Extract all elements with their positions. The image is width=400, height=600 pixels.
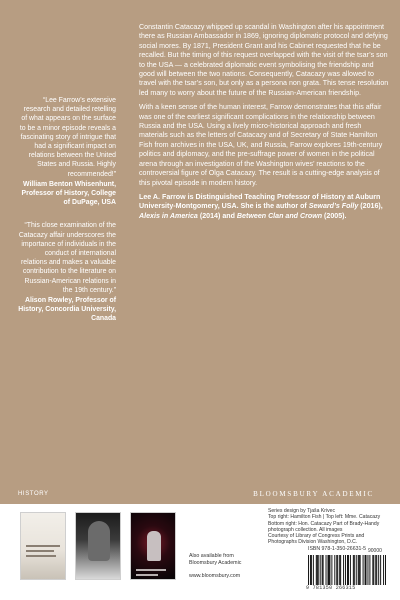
also-available: [189, 553, 269, 580]
barcode-bar: [329, 555, 330, 585]
barcode-bar: [322, 555, 323, 585]
also-available-line: Also available from: [189, 553, 234, 559]
barcode-bar: [365, 555, 366, 585]
publisher-website: www.bloomsbury.com: [189, 573, 241, 580]
barcode-bar: [326, 555, 327, 585]
isbn: ISBN 978-1-350-26631-5: [308, 546, 366, 552]
barcode-bar: [331, 555, 332, 585]
endorsement-text: “Lee Farrow’s extensive research and detailed retelling of what appears on the surface to be a minor episode reveals a fascinating story of intrigue that had a significant impact on relations between the United States and Russia. Highly recommended!”: [19, 97, 116, 178]
barcode-bar: [363, 555, 364, 585]
barcode-bar: [354, 555, 355, 585]
barcode-bar: [311, 555, 312, 585]
barcode-bar: [356, 555, 357, 585]
related-book-cover-3: [130, 512, 176, 580]
bio-intro: Lee A. Farrow is Distinguished Teaching Professor of History at Auburn University-Montgomery, USA. She is the author of: [139, 192, 381, 211]
endorsement-text: “This close examination of the Catacazy affair underscores the importance of individuals in the conduct of international relations and makes a valuable contribution to the literature on Russian-American relations in the 19th century.”: [18, 222, 116, 294]
barcode-bar: [336, 555, 337, 585]
barcode-bar: [310, 555, 311, 585]
cover-title-line: [26, 550, 54, 552]
barcode-bar: [367, 555, 368, 585]
barcode-bar: [343, 555, 344, 585]
barcode-bar: [375, 555, 376, 585]
barcode: [308, 555, 386, 585]
cover-title-line: [26, 555, 56, 557]
cover-figure-image: [147, 531, 161, 561]
cover-title-line: [136, 569, 166, 571]
barcode-bar: [313, 555, 314, 585]
barcode-bar: [366, 555, 367, 585]
barcode-bar: [317, 555, 318, 585]
endorsement-author: William Benton Whisenhunt, Professor of History, College of DuPage, USA: [21, 180, 116, 207]
endorsement-2: [18, 221, 116, 323]
bio-book-title: Alexis in America: [139, 211, 198, 220]
barcode-bar: [350, 555, 351, 585]
barcode-bar: [358, 555, 359, 585]
credit-line: Courtesy of Library of Congress Prints and Photographs Division Washington, D.C.: [268, 533, 365, 546]
barcode-bar: [348, 555, 349, 585]
barcode-bar: [318, 555, 319, 585]
image-credits: [268, 508, 394, 546]
credit-line: Series design by Tjaša Krivec: [268, 508, 336, 514]
barcode-bar: [383, 555, 384, 585]
publisher-name: BLOOMSBURY ACADEMIC: [253, 490, 374, 498]
also-available-line: Bloomsbury Academic: [189, 559, 242, 566]
bio-text: (2016),: [358, 202, 383, 211]
barcode-bar: [372, 555, 373, 585]
subject-category: HISTORY: [18, 491, 49, 497]
endorsement-1: [18, 96, 116, 207]
also-available-line: [189, 567, 269, 574]
cover-figure-image: [88, 521, 110, 561]
barcode-bar: [323, 555, 324, 585]
barcode-bar: [308, 555, 309, 585]
related-book-cover-2: [75, 512, 121, 580]
bio-book-title: Seward’s Folly: [308, 202, 359, 211]
barcode-bar: [353, 555, 354, 585]
endorsement-author: Alison Rowley, Professor of History, Concordia University, Canada: [18, 297, 116, 323]
related-book-cover-1: [20, 512, 66, 580]
barcode-bar: [376, 555, 377, 585]
barcode-bar: [334, 555, 335, 585]
barcode-bar: [316, 555, 317, 585]
barcode-bar: [347, 555, 348, 585]
credit-line: Top right: Hamilton Fish | Top left: Mme. Catacazy: [268, 514, 381, 521]
barcode-bar: [337, 555, 338, 585]
barcode-bar: [378, 555, 379, 585]
book-description: [139, 23, 389, 221]
description-paragraph: With a keen sense of the human interest, Farrow demonstrates that this affair was one of the earliest significant complications in the relationship between Russia and the USA. Using a lively micro-historical approach and fresh materials such as the letters of Catacazy and of Secretary of State Hamilton Fish from archives in the USA, UK, and Russia, Farrow explores 19th-century politics and diplomacy, and the pre-suffrage power of women in the political arena through an investigation of the Washington wives’ reactions to the controversial figure of Olga Catacazy. The result is a cutting-edge analysis of this pivotal episode in modern history.: [139, 103, 383, 187]
credit-line: Bottom right: Hon. Catacazy Part of Brady-Handy photograph collection. All images: [268, 520, 380, 533]
cover-title-line: [26, 545, 60, 547]
barcode-bar: [369, 555, 370, 585]
barcode-bar: [320, 555, 321, 585]
barcode-bar: [328, 555, 329, 585]
author-bio: [139, 193, 389, 221]
bio-book-title: Between Clan and Crown: [236, 211, 323, 220]
barcode-bar: [359, 555, 360, 585]
barcode-digits: 9 781350 266315: [306, 585, 356, 591]
barcode-bar: [339, 555, 340, 585]
barcode-bar: [340, 555, 341, 585]
endorsements: [18, 96, 116, 324]
barcode-bar: [380, 555, 381, 585]
barcode-bar: [373, 555, 374, 585]
bio-text: (2005).: [322, 211, 347, 220]
description-paragraph: Constantin Catacazy whipped up scandal in Washington after his appointment there as Russian Ambassador in 1869, ignoring diplomatic protocol and defying social mores. By 1871, President Grant and his Cabinet requested that he be recalled. But the timing of this request overlapped with the visit of the tsar’s son to the USA — a celebrated diplomatic event symbolising the friendship and good will between the two nations. Consequently, Catacazy was allowed to travel with the tsar’s son, but only as a persona non grata. This tense resolution led many to worry about the future of the Russian-American friendship.: [139, 23, 389, 97]
barcode-price-code: 90000: [368, 548, 382, 554]
bio-text: (2014) and: [197, 211, 237, 220]
barcode-bar: [328, 555, 329, 585]
barcode-bar: [345, 555, 346, 585]
barcode-bar: [385, 555, 386, 585]
cover-title-line: [136, 574, 158, 576]
barcode-bar: [360, 555, 361, 585]
